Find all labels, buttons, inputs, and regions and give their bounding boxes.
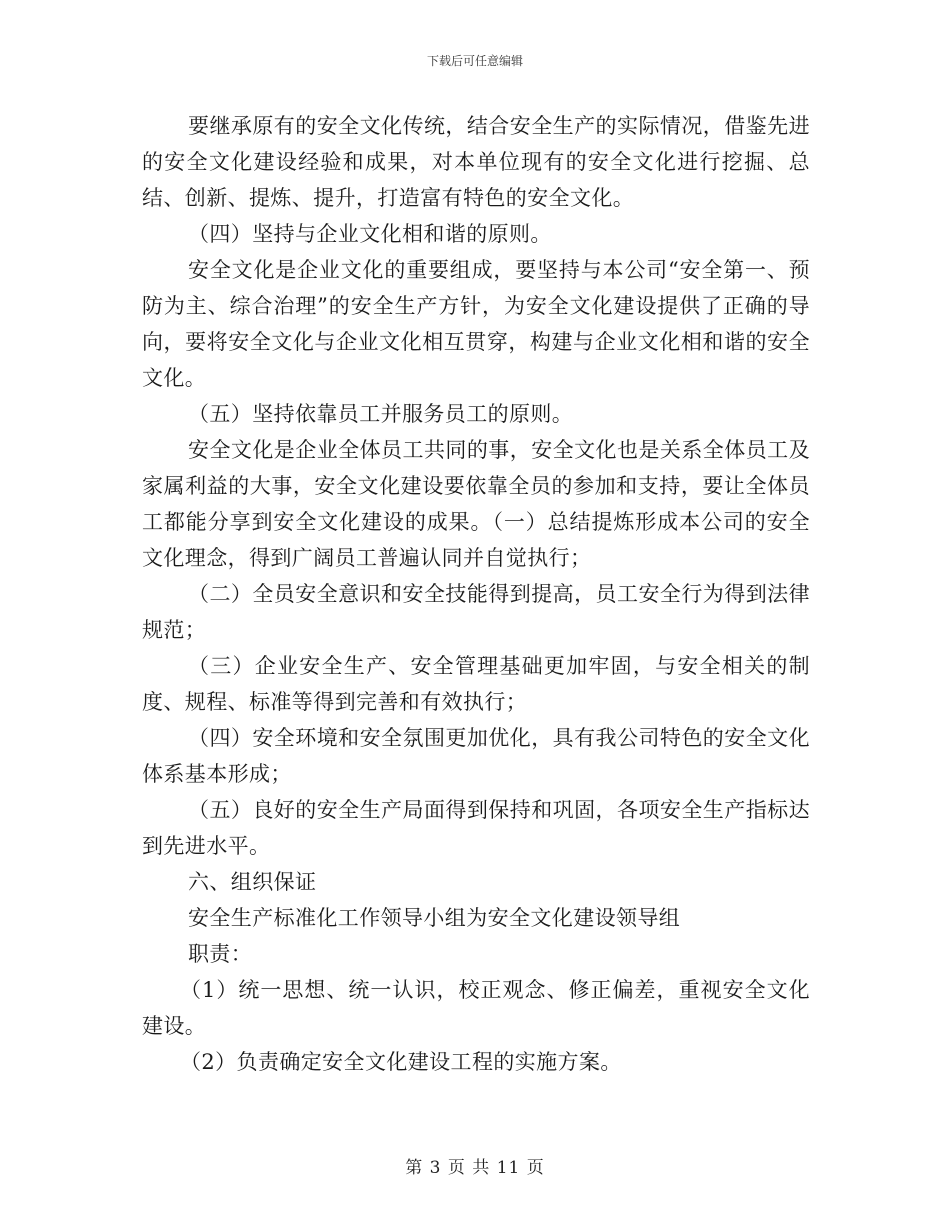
paragraph-enterprise-culture: 安全文化是企业文化的重要组成，要坚持与本公司“安全第一、预防为主、综合治理”的安全生产方针，为安全文化建设提供了正确的导向，要将安全文化与企业文化相互贯穿，构建与企业文化相和谐的安全文化。 (142, 258, 810, 390)
goal-item-3: （三）企业安全生产、安全管理基础更加牢固，与安全相关的制度、规程、标准等得到完善和有效执行； (142, 654, 810, 714)
paragraph-inherit-culture: 要继承原有的安全文化传统，结合安全生产的实际情况，借鉴先进的安全文化建设经验和成果，对本单位现有的安全文化进行挖掘、总结、创新、提炼、提升，打造富有特色的安全文化。 (142, 114, 810, 210)
duty-item-2: （2）负责确定安全文化建设工程的实施方案。 (180, 1050, 622, 1074)
label-duties: 职责： (188, 942, 253, 966)
section-heading-organization: 六、组织保证 (188, 870, 317, 894)
page-header: 下载后可任意编辑 (426, 54, 523, 68)
paragraph-leading-group: 安全生产标准化工作领导小组为安全文化建设领导组 (188, 906, 681, 930)
goal-item-2: （二）全员安全意识和安全技能得到提高，员工安全行为得到法律规范； (142, 582, 810, 642)
heading-principle-4: （四）坚持与企业文化相和谐的原则。 (188, 222, 552, 246)
page-number-footer: 第 3 页 共 11 页 (405, 1158, 545, 1178)
duty-item-1: （1）统一思想、统一认识，校正观念、修正偏差，重视安全文化建设。 (142, 978, 810, 1038)
goal-item-4: （四）安全环境和安全氛围更加优化，具有我公司特色的安全文化体系基本形成； (142, 726, 810, 786)
document-body (142, 108, 810, 1080)
heading-principle-5: （五）坚持依靠员工并服务员工的原则。 (188, 402, 574, 426)
paragraph-all-employees: 安全文化是企业全体员工共同的事，安全文化也是关系全体员工及家属利益的大事，安全文化建设要依靠全员的参加和支持，要让全体员工都能分享到安全文化建设的成果。（一）总结提炼形成本公司的安全文化理念，得到广阔员工普遍认同并自觉执行； (142, 438, 810, 570)
goal-item-5: （五）良好的安全生产局面得到保持和巩固，各项安全生产指标达到先进水平。 (142, 798, 810, 858)
